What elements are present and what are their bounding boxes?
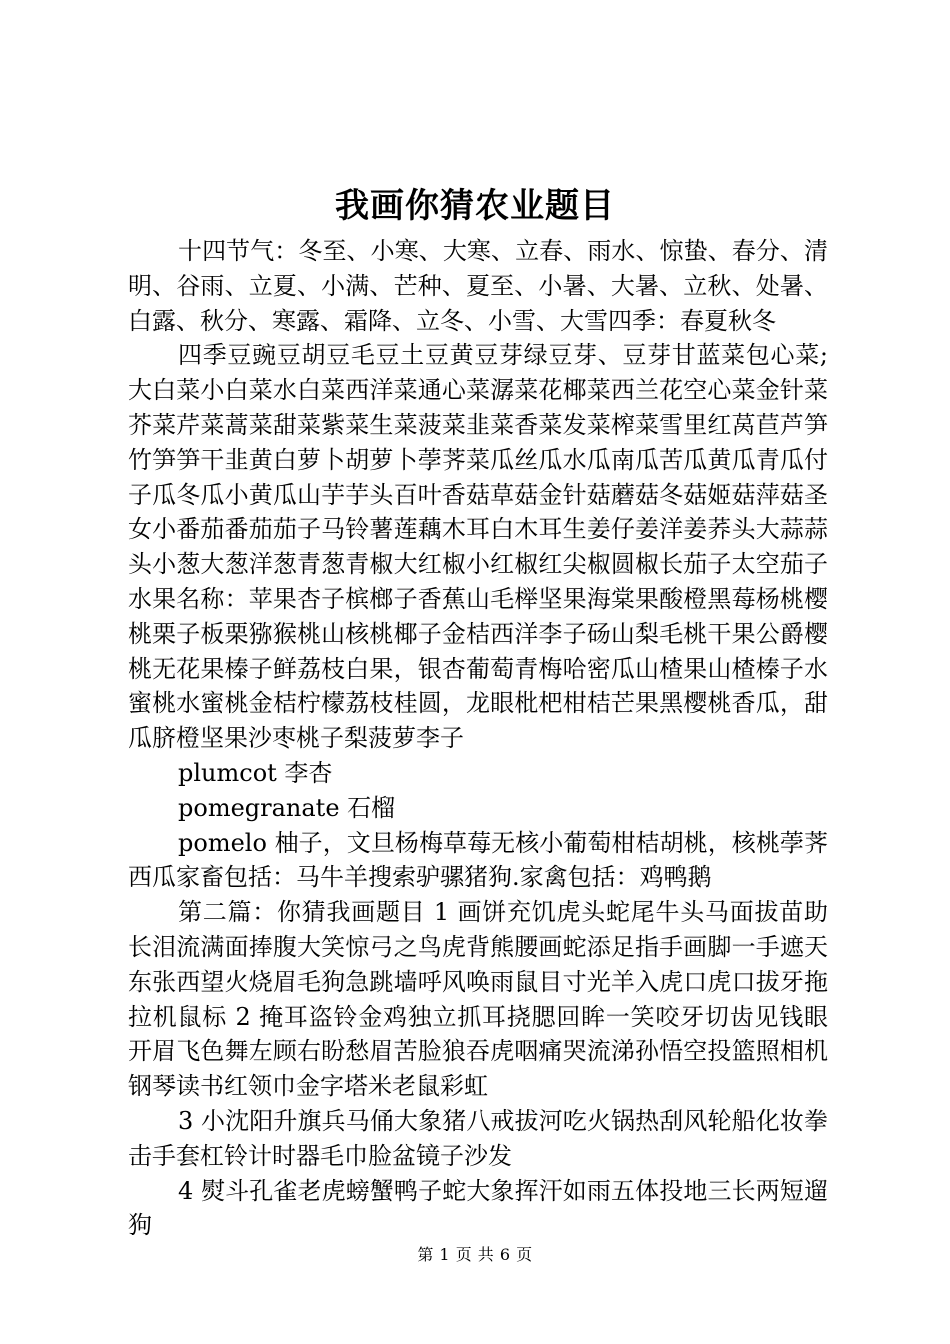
paragraph-list-4: 4 熨斗孔雀老虎螃蟹鸭子蛇大象挥汗如雨五体投地三长两短遛狗 [128,1176,828,1240]
document-title: 我画你猜农业题目 [335,186,615,226]
document-body [128,234,828,1243]
paragraph-pomegranate: pomegranate 石榴 [178,793,396,822]
paragraph-pomelo-livestock: pomelo 柚子，文旦杨梅草莓无核小葡萄柑桔胡桃，核桃荸荠西瓜家畜包括：马牛羊搜索驴骡猪狗.家禽包括：鸡鸭鹅 [128,828,828,892]
paragraph-solar-terms: 十四节气：冬至、小寒、大寒、立春、雨水、惊蛰、春分、清明、谷雨、立夏、小满、芒种、夏至、小暑、大暑、立秋、处暑、白露、秋分、寒露、霜降、立冬、小雪、大雪四季：春夏秋冬 [128,237,828,335]
paragraph-plumcot: plumcot 李杏 [178,758,333,787]
page-footer: 第 1 页 共 6 页 [417,1245,533,1264]
paragraph-part-two-idioms: 第二篇：你猜我画题目 1 画饼充饥虎头蛇尾牛头马面拔苗助长泪流满面捧腹大笑惊弓之鸟虎背熊腰画蛇添足指手画脚一手遮天东张西望火烧眉毛狗急跳墙呼风唤雨鼠目寸光羊入虎口虎口拔牙拖拉机鼠标 2 掩耳盗铃金鸡独立抓耳挠腮回眸一笑咬牙切齿见钱眼开眉飞色舞左顾右盼愁眉苦脸狼吞虎咽痛哭流涕孙悟空投篮照相机钢琴读书红领巾金字塔米老鼠彩虹 [128,898,828,1101]
paragraph-vegetables-fruits: 四季豆豌豆胡豆毛豆土豆黄豆芽绿豆芽、豆芽甘蓝菜包心菜;大白菜小白菜水白菜西洋菜通心菜潺菜花椰菜西兰花空心菜金针菜芥菜芹菜蒿菜甜菜紫菜生菜菠菜韭菜香菜发菜榨菜雪里红莴苣芦笋竹笋笋干韭黄白萝卜胡萝卜荸荠菜瓜丝瓜水瓜南瓜苦瓜黄瓜青瓜付子瓜冬瓜小黄瓜山芋芋头百叶香菇草菇金针菇蘑菇冬菇姬菇萍菇圣女小番茄番茄茄子马铃薯莲藕木耳白木耳生姜仔姜洋姜荞头大蒜蒜头小葱大葱洋葱青葱青椒大红椒小红椒红尖椒圆椒长茄子太空茄子水果名称：苹果杏子槟榔子香蕉山毛榉坚果海棠果酸橙黑莓杨桃樱桃栗子板栗猕猴桃山核桃椰子金桔西洋李子砀山梨毛桃干果公爵樱桃无花果榛子鲜荔枝白果，银杏葡萄青梅哈密瓜山楂果山楂榛子水蜜桃水蜜桃金桔柠檬荔枝桂圆，龙眼枇杷柑桔芒果黑樱桃香瓜，甜瓜脐橙坚果沙枣桃子梨菠萝李子 [128,341,828,753]
paragraph-list-3: 3 小沈阳升旗兵马俑大象猪八戒拔河吃火锅热刮风轮船化妆拳击手套杠铃计时器毛巾脸盆镜子沙发 [128,1106,828,1170]
